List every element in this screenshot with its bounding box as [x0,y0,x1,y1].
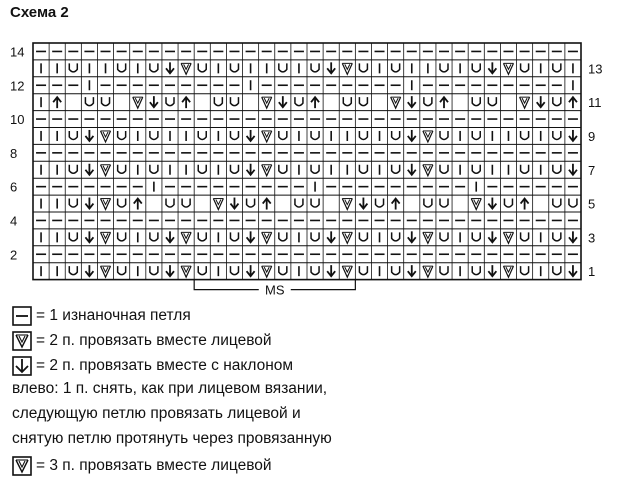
purl-symbol-icon [12,306,32,326]
legend-k2tog-text: = 2 п. провязать вместе лицевой [36,332,272,349]
row-number-right: 9 [588,128,596,144]
row-number-right: 13 [588,61,603,77]
legend-purl-text: = 1 изнаночная петля [36,307,191,324]
row-number-right: 1 [588,264,596,280]
legend-k3tog [12,455,272,477]
row-number-left: 6 [10,179,18,195]
chart-title: Схема 2 [10,4,69,21]
repeat-label: MS [265,282,285,298]
row-number-right: 3 [588,230,596,246]
row-number-left: 10 [10,112,25,128]
row-number-right: 11 [588,95,602,111]
legend-ssk-line3: следующую петлю провязать лицевой и [12,405,301,422]
legend-k2tog [12,330,272,352]
legend-ssk-line2: влево: 1 п. снять, как при лицевом вязании, [12,380,328,397]
legend-ssk-line4: снятую петлю протянуть через провязанную [12,430,332,447]
row-number-left: 12 [10,78,25,94]
row-number-right: 7 [588,162,596,178]
row-number-left: 2 [10,247,18,263]
row-number-left: 8 [10,145,18,161]
legend-purl [12,305,191,327]
legend-k3tog-text: = 3 п. провязать вместе лицевой [36,457,272,474]
k3tog-symbol-icon [12,456,32,476]
row-number-right: 5 [588,196,596,212]
legend-ssk-text: = 2 п. провязать вместе с наклоном [36,357,294,374]
row-number-left: 14 [10,44,25,60]
legend-ssk [12,355,293,377]
k2tog-symbol-icon [12,331,32,351]
row-number-left: 4 [10,213,18,229]
ssk-symbol-icon [12,356,32,376]
